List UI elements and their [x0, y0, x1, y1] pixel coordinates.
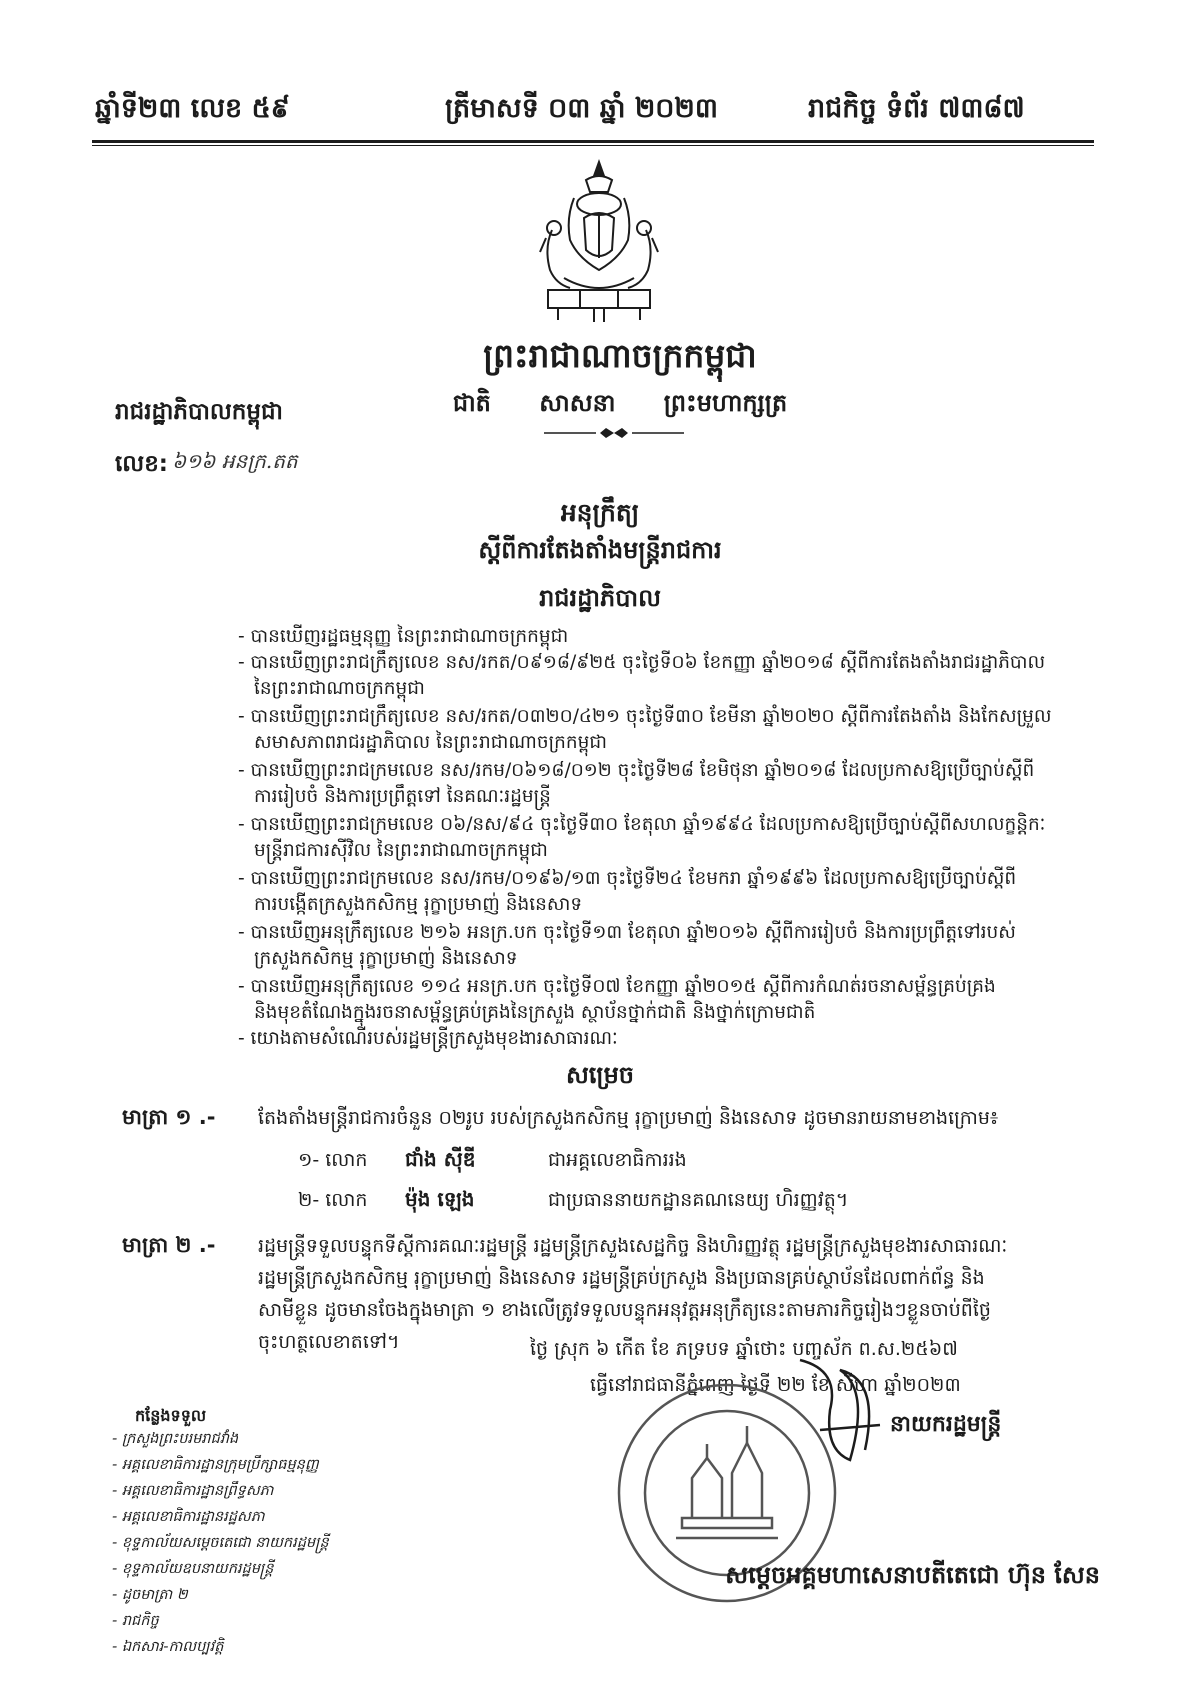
- article-2-line: រដ្ឋមន្ត្រីទទួលបន្ទុកទីស្តីការគណៈរដ្ឋមន្ត្រី រដ្ឋមន្ត្រីក្រសួងសេដ្ឋកិច្ច និងហិរញ្ញវត្ថុ រដ្ឋមន្ត្រីក្រសួងមុខងារសាធារណៈ: [258, 1235, 1008, 1257]
- document-type: អនុក្រឹត្យ: [560, 498, 640, 527]
- signatory-name: សម្តេចអគ្គមហាសេនាបតីតេជោ ហ៊ុន សែន: [725, 1561, 1100, 1589]
- kingdom-motto: ជាតិ សាសនា ព្រះមហាក្សត្រ: [452, 389, 788, 417]
- recipient-item: - ក្រសួងព្រះបរមរាជវាំង: [112, 1431, 239, 1447]
- preamble-line: - បានឃើញព្រះរាជក្រមលេខ នស/រកម/០១៩៦/១៣ ចុះថ្ងៃទី២៤ ខែមករា ឆ្នាំ១៩៩៦ ដែលប្រកាសឱ្យប្រើច្បាប់ស្តីពី: [238, 868, 1017, 889]
- recipient-item: - ខុទ្ទកាល័យសម្តេចតេជោ នាយករដ្ឋមន្ត្រី: [112, 1535, 329, 1551]
- article-1-label: មាត្រា ១ .-: [122, 1105, 216, 1129]
- preamble-line: ក្រសួងកសិកម្ម រុក្ខាប្រមាញ់ និងនេសាទ: [254, 948, 518, 969]
- recipient-item: - ដូចមាត្រា ២: [112, 1587, 188, 1603]
- appointee-position: ជាអគ្គលេខាធិការរង: [548, 1149, 687, 1171]
- preamble-line: - បានឃើញរដ្ឋធម្មនុញ្ញ នៃព្រះរាជាណាចក្រកម្ពុជា: [238, 626, 569, 647]
- article-2-line: សាមីខ្លួន ដូចមានចែងក្នុងមាត្រា ១ ខាងលើត្រូវទទួលបន្ទុកអនុវត្តអនុក្រឹត្យនេះតាមភារកិច្ចរៀងៗខ្លួនចាប់ពីថ្ងៃ: [258, 1299, 991, 1321]
- appointee-name: ម៉ុង ឡេង: [405, 1187, 475, 1211]
- recipients-title: កន្លែងទទួល: [135, 1406, 207, 1425]
- decision-title: សម្រេច: [565, 1061, 635, 1089]
- document-number-handwritten: ៦១៦ អនក្រ.តត: [172, 449, 298, 473]
- handwritten-signature-icon: [780, 1330, 900, 1480]
- header-rule: [92, 140, 1094, 143]
- header-gazette-page: រាជកិច្ច ទំព័រ ៧៣៨៧: [808, 93, 1025, 124]
- preamble-line: - បានឃើញព្រះរាជក្រមលេខ ០៦/នស/៩៤ ចុះថ្ងៃទី៣០ ខែតុលា ឆ្នាំ១៩៩៤ ដែលប្រកាសឱ្យប្រើច្បាប់ស្តីពីសហលក្ខន្តិកៈ: [238, 814, 1046, 835]
- article-2-line: រដ្ឋមន្ត្រីក្រសួងកសិកម្ម រុក្ខាប្រមាញ់ និងនេសាទ រដ្ឋមន្ត្រីគ្រប់ក្រសួង និងប្រធានគ្រប់ស្ថាប័នដែលពាក់ព័ន្ធ និង: [258, 1267, 985, 1289]
- preamble-line: - បានឃើញព្រះរាជក្រឹត្យលេខ នស/រកត/០៣២០/៤២១ ចុះថ្ងៃទី៣០ ខែមីនា ឆ្នាំ២០២០ ស្តីពីការតែងតាំង និងកែសម្រួល: [238, 706, 1052, 727]
- issuing-authority: រាជរដ្ឋាភិបាល: [539, 584, 661, 612]
- preamble-line: និងមុខតំណែងក្នុងរចនាសម្ព័ន្ធគ្រប់គ្រងនៃក្រសួង ស្ថាប័នថ្នាក់ជាតិ និងថ្នាក់ក្រោមជាតិ: [254, 1002, 816, 1023]
- recipient-item: - ខុទ្ទកាល័យឧបនាយករដ្ឋមន្ត្រី: [112, 1561, 274, 1577]
- appointee-number: ២- លោក: [298, 1189, 368, 1211]
- appointee-name: ជាំង ស៊ីឌី: [405, 1147, 476, 1171]
- preamble-line: ការរៀបចំ និងការប្រព្រឹត្តទៅ នៃគណៈរដ្ឋមន្ត្រី: [254, 786, 551, 807]
- article-1-text: តែងតាំងមន្ត្រីរាជការចំនួន ០២រូប របស់ក្រសួងកសិកម្ម រុក្ខាប្រមាញ់ និងនេសាទ ដូចមានរាយនាមខាងក្រោម៖: [258, 1107, 999, 1129]
- solar-date: ធ្វើនៅរាជធានីភ្នំពេញ ថ្ងៃទី ២២ ខែ សីហា ឆ្នាំ២០២៣: [590, 1374, 961, 1396]
- document-subject: ស្តីពីការតែងតាំងមន្ត្រីរាជការ: [478, 536, 722, 564]
- lunar-date: ថ្ងៃ ស្រុក ៦ កើត ខែ ភទ្របទ ឆ្នាំថោះ បញ្ចស័ក ព.ស.២៥៦៧: [530, 1338, 958, 1360]
- preamble-line: - យោងតាមសំណើរបស់រដ្ឋមន្ត្រីក្រសួងមុខងារសាធារណៈ: [238, 1028, 618, 1049]
- article-2-line: ចុះហត្ថលេខាតទៅ។: [258, 1331, 400, 1353]
- preamble-line: - បានឃើញអនុក្រឹត្យលេខ ១១៤ អនក្រ.បក ចុះថ្ងៃទី០៧ ខែកញ្ញា ឆ្នាំ២០១៥ ស្តីពីការកំណត់រចនាសម្ព័ន្ធគ្រប់គ្រង: [238, 976, 996, 997]
- preamble-line: នៃព្រះរាជាណាចក្រកម្ពុជា: [254, 678, 425, 699]
- document-number-label: លេខ:: [115, 451, 168, 477]
- appointee-position: ជាប្រធាននាយកដ្ឋានគណនេយ្យ ហិរញ្ញវត្ថុ។: [548, 1189, 849, 1211]
- recipient-item: - រាជកិច្ច: [112, 1613, 159, 1629]
- preamble-line: មន្ត្រីរាជការស៊ីវិល នៃព្រះរាជាណាចក្រកម្ពុជា: [254, 840, 548, 861]
- government-name: រាជរដ្ឋាភិបាលកម្ពុជា: [115, 399, 283, 425]
- divider-ornament-icon: [544, 426, 684, 440]
- header-rule-thin: [92, 145, 1094, 146]
- appointee-number: ១- លោក: [298, 1149, 368, 1171]
- header-date: ត្រីមាសទី ០៣ ឆ្នាំ ២០២៣: [445, 93, 718, 124]
- article-2-label: មាត្រា ២ .-: [122, 1233, 216, 1257]
- signatory-title: នាយករដ្ឋមន្ត្រី: [890, 1412, 1002, 1437]
- royal-emblem-icon: [534, 158, 664, 326]
- kingdom-name: ព្រះរាជាណាចក្រកម្ពុជា: [483, 336, 757, 375]
- preamble-line: - បានឃើញអនុក្រឹត្យលេខ ២១៦ អនក្រ.បក ចុះថ្ងៃទី១៣ ខែតុលា ឆ្នាំ២០១៦ ស្តីពីការរៀបចំ និងការប្រព្រឹត្តទៅរបស់: [238, 922, 1016, 943]
- preamble-line: - បានឃើញព្រះរាជក្រឹត្យលេខ នស/រកត/០៩១៨/៩២៥ ចុះថ្ងៃទី០៦ ខែកញ្ញា ឆ្នាំ២០១៨ ស្តីពីការតែងតាំងរាជរដ្ឋាភិបាល: [238, 652, 1046, 673]
- recipient-item: - ឯកសារ-កាលប្បវត្តិ: [112, 1639, 224, 1655]
- recipient-item: - អគ្គលេខាធិការដ្ឋានព្រឹទ្ធសភា: [112, 1483, 274, 1499]
- preamble-line: ការបង្កើតក្រសួងកសិកម្ម រុក្ខាប្រមាញ់ និងនេសាទ: [254, 894, 583, 915]
- recipient-item: - អគ្គលេខាធិការដ្ឋានរដ្ឋសភា: [112, 1509, 265, 1525]
- preamble-line: សមាសភាពរាជរដ្ឋាភិបាល នៃព្រះរាជាណាចក្រកម្ពុជា: [254, 732, 607, 753]
- recipient-item: - អគ្គលេខាធិការដ្ឋានក្រុមប្រឹក្សាធម្មនុញ្ញ: [112, 1457, 319, 1473]
- preamble-line: - បានឃើញព្រះរាជក្រមលេខ នស/រកម/០៦១៨/០១២ ចុះថ្ងៃទី២៨ ខែមិថុនា ឆ្នាំ២០១៨ ដែលប្រកាសឱ្យប្រើច្បាប់ស្តីពី: [238, 760, 1035, 781]
- header-year-issue: ឆ្នាំទី២៣ លេខ ៥៩: [95, 93, 290, 124]
